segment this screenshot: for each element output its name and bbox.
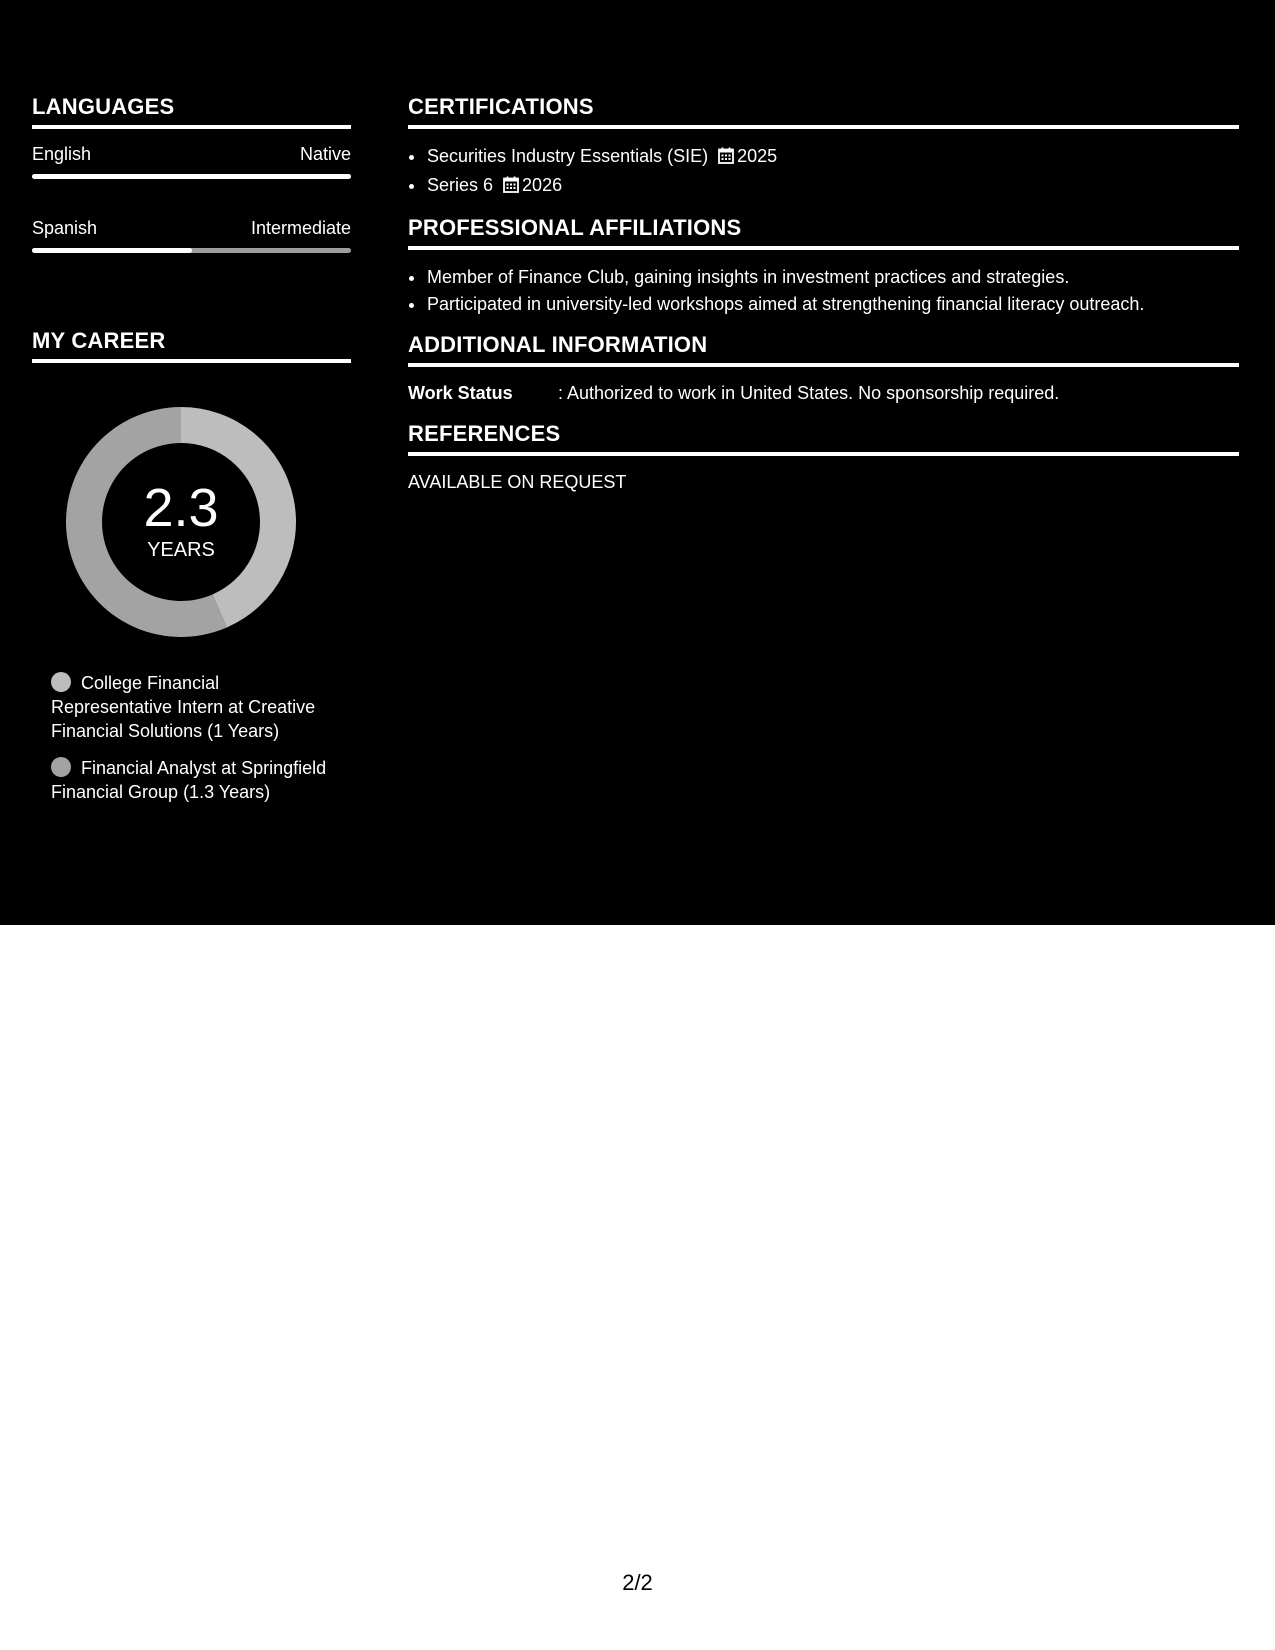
- language-level: Intermediate: [250, 218, 351, 238]
- affiliation-item: • Member of Finance Club, gaining insights in investment practices and strategies.: [426, 264, 1239, 291]
- donut-center: [66, 407, 296, 637]
- certification-year: 2025: [737, 146, 778, 166]
- legend-label: College Financial Representative Intern at Creative Financial Solutions (1 Years): [51, 673, 316, 741]
- languages-title: LANGUAGES: [32, 94, 351, 129]
- language-level: Native: [299, 144, 351, 164]
- references-text: AVAILABLE ON REQUEST: [408, 472, 627, 492]
- language-name: English: [32, 144, 92, 164]
- certification-year: 2026: [522, 175, 563, 195]
- certification-name: Securities Industry Essentials (SIE): [427, 146, 709, 166]
- certification-item: [426, 172, 1239, 201]
- page-number: 2/2: [622, 1570, 653, 1595]
- language-item: [32, 143, 351, 179]
- language-name: Spanish: [32, 218, 98, 238]
- work-status-label: Work Status: [408, 383, 513, 403]
- language-item: [32, 217, 351, 253]
- certifications-title: CERTIFICATIONS: [408, 94, 1239, 129]
- career-donut-chart: [66, 407, 296, 637]
- career-title: MY CAREER: [32, 328, 351, 363]
- affiliations-list: [408, 264, 1239, 318]
- language-proficiency-fill: [32, 248, 192, 253]
- legend-item: [51, 756, 341, 804]
- career-total-value: 2.3: [143, 478, 219, 538]
- calendar-icon: [503, 174, 519, 201]
- affiliation-item: • Participated in university-led workshops aimed at strengthening financial literacy outreach.: [426, 291, 1239, 318]
- language-proficiency-bar: [32, 174, 351, 179]
- certifications-list: [408, 143, 1239, 201]
- references-title: REFERENCES: [408, 421, 1239, 456]
- affiliations-title: PROFESSIONAL AFFILIATIONS: [408, 215, 1239, 250]
- legend-dot: [51, 757, 71, 777]
- language-proficiency-bar: [32, 248, 351, 253]
- language-proficiency-fill: [32, 174, 351, 179]
- certification-item: [426, 143, 1239, 172]
- legend-item: [51, 671, 341, 743]
- left-column: [32, 94, 351, 817]
- certification-name: Series 6: [427, 175, 494, 195]
- career-total-unit: YEARS: [147, 539, 215, 561]
- career-legend: [51, 671, 341, 804]
- right-column: [408, 94, 1239, 494]
- calendar-icon: [718, 145, 734, 172]
- additional-info-title: ADDITIONAL INFORMATION: [408, 332, 1239, 367]
- work-status-value: : Authorized to work in United States. No sponsorship required.: [558, 383, 1060, 403]
- work-status-row: [408, 381, 1239, 405]
- legend-label: Financial Analyst at Springfield Financial Group (1.3 Years): [51, 758, 327, 802]
- legend-dot: [51, 672, 71, 692]
